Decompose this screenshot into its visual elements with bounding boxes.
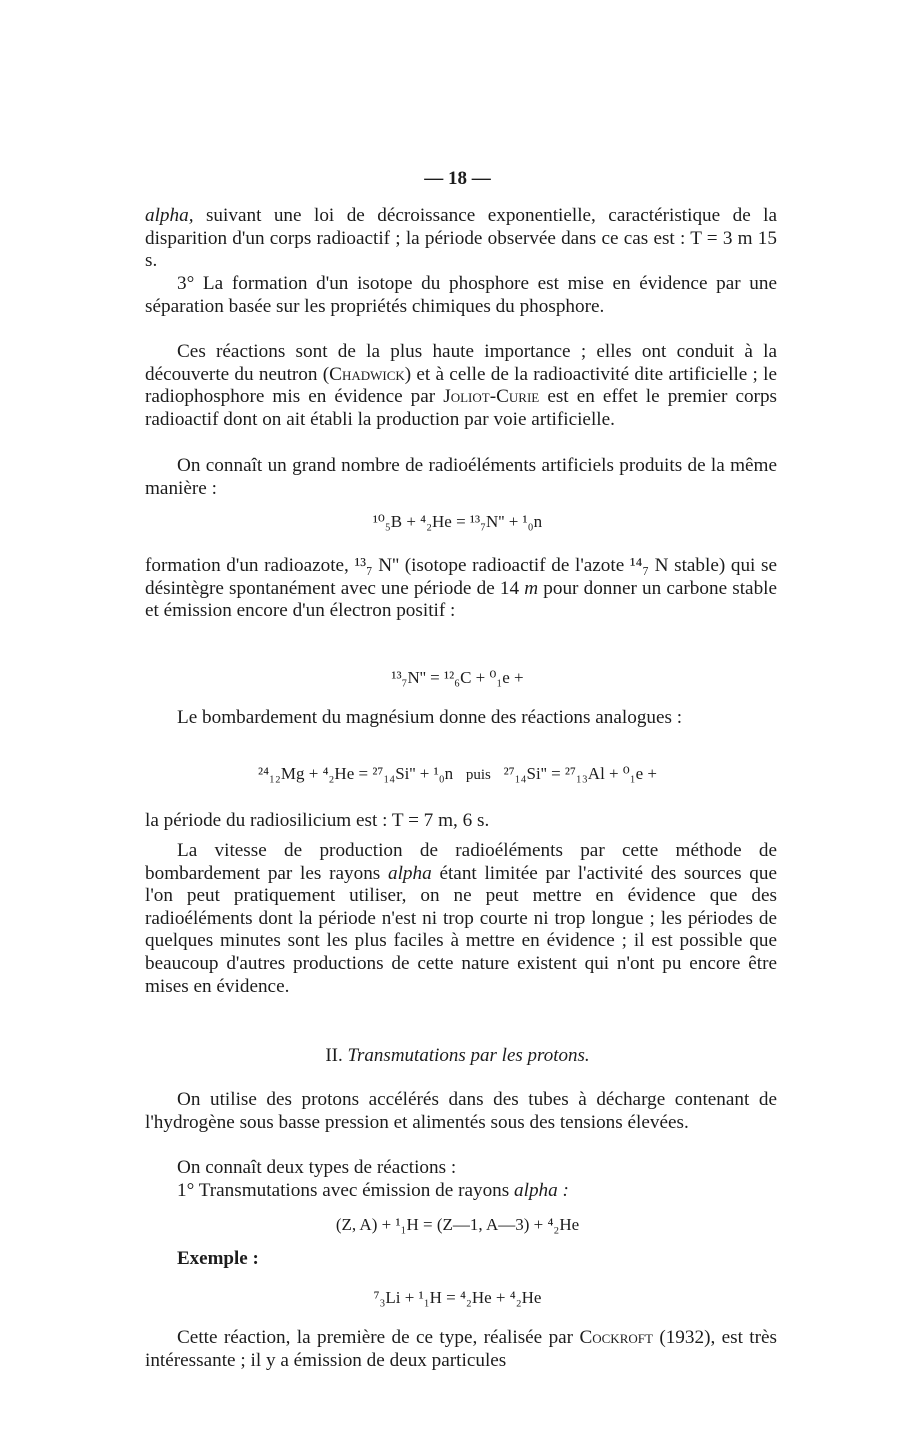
section-number: II. [325,1045,343,1066]
alpha-term: alpha, [145,205,194,226]
paragraph-text: étant limitée par l'activité des sources que l'on peut pratiquement utiliser, on ne peut mettre en évidence que des radioéléments dont la période n'est ni trop courte ni trop longue ; les périodes de quelques minutes sont les plus faciles à mettre en évidence ; il est possible que beaucoup d'autres productions de cette nature existent qui n'ont pu encore être mises en évidence. [145,862,777,997]
section-heading [0,1045,915,1067]
paragraph-continuation [145,205,777,273]
paragraph-phosphore: 3° La formation d'un isotope du phosphore est mise en évidence par une séparation basée sur les propriétés chimiques du phosphore. [145,273,777,317]
unit-minutes: m [524,577,539,599]
author-cockroft: Cockroft [579,1327,653,1348]
paragraph-type-1 [145,1180,777,1203]
equation-boron: ¹⁰₅B + ⁴₂He = ¹³₇N'' + ¹₀n [372,512,543,531]
equation-connector: puis [465,767,491,783]
paragraph-text: ) et à celle de la radioactivité dite artificielle ; le radiophosphore mis en évidence par [145,363,777,408]
paragraph-types: On connaît deux types de réactions : [177,1157,457,1178]
equation-lithium: ⁷₃Li + ¹₁H = ⁴₂He + ⁴₂He [373,1288,542,1307]
page-number: — 18 — [424,168,491,189]
equation-part: ²⁷₁₄Si'' = ²⁷₁₃Al + ⁰₁e + [503,764,657,783]
section-title: Transmutations par les protons. [347,1045,590,1066]
paragraph-text: (isotope radioactif de l'azote [404,555,625,576]
paragraph-text: Cette réaction, la première de ce type, réalisée par [177,1327,574,1348]
paragraph-text: pour donner un carbone stable et émission encore d'un électron positif : [145,577,778,622]
paragraph-vitesse [145,840,777,998]
paragraph-protons: On utilise des protons accélérés dans des tubes à décharge contenant de l'hydrogène sous basse pression et alimentés sous des tensions élevées. [145,1089,777,1133]
paragraph-radioelements: On connaît un grand nombre de radioéléments artificiels produits de la même manière : [145,455,777,499]
paragraph-text: Ces réactions sont de la plus haute importance ; elles ont conduit à la découverte du neutron ( [145,341,777,385]
paragraph-radiosilicium: la période du radiosilicium est : T = 7 m, 6 s. [145,810,490,831]
paragraph-magnesium: Le bombardement du magnésium donne des réactions analogues : [177,707,683,728]
paragraph-text: est en effet le premier corps radioactif dont on ait établi la production par voie artificielle. [145,386,777,430]
paragraph-text: 1° Transmutations avec émission de rayons [177,1180,510,1201]
paragraph-text: formation d'un radioazote, [145,555,349,576]
alpha-term: alpha [388,862,432,884]
example-label: Exemple : [177,1248,259,1269]
paragraph-text: (1932), est très intéressante ; il y a émission de deux particules [145,1327,778,1371]
paragraph-importance [145,341,777,431]
paragraph-text: suivant une loi de décroissance exponentielle, caractéristique de la disparition d'un corps radioactif ; la période observée dans ce cas est : T = 3 m 15 s. [145,205,778,272]
paragraph-text: stable) qui se désintègre spontanément avec une période de 14 [145,555,777,599]
author-joliot-curie: Joliot-Curie [443,386,540,408]
nuclide-n14: ¹⁴₇ N [629,555,669,576]
nuclide-n13: ¹³₇ N'' [354,555,400,576]
alpha-term: alpha : [514,1180,569,1201]
equation-magnesium [0,762,915,787]
paragraph-radioazote [145,555,777,623]
equation-general: (Z, A) + ¹₁H = (Z—1, A—3) + ⁴₂He [335,1215,580,1234]
equation-nitrogen-decay: ¹³₇N'' = ¹²₆C + ⁰₁e + [391,668,524,687]
paragraph-text: La vitesse de production de radioéléments par cette méthode de bombardement par les rayons [145,840,777,884]
equation-part: ²⁴₁₂Mg + ⁴₂He = ²⁷₁₄Si'' + ¹₀n [257,764,454,783]
paragraph-cockroft [145,1327,777,1372]
author-chadwick: Chadwick [329,363,405,385]
